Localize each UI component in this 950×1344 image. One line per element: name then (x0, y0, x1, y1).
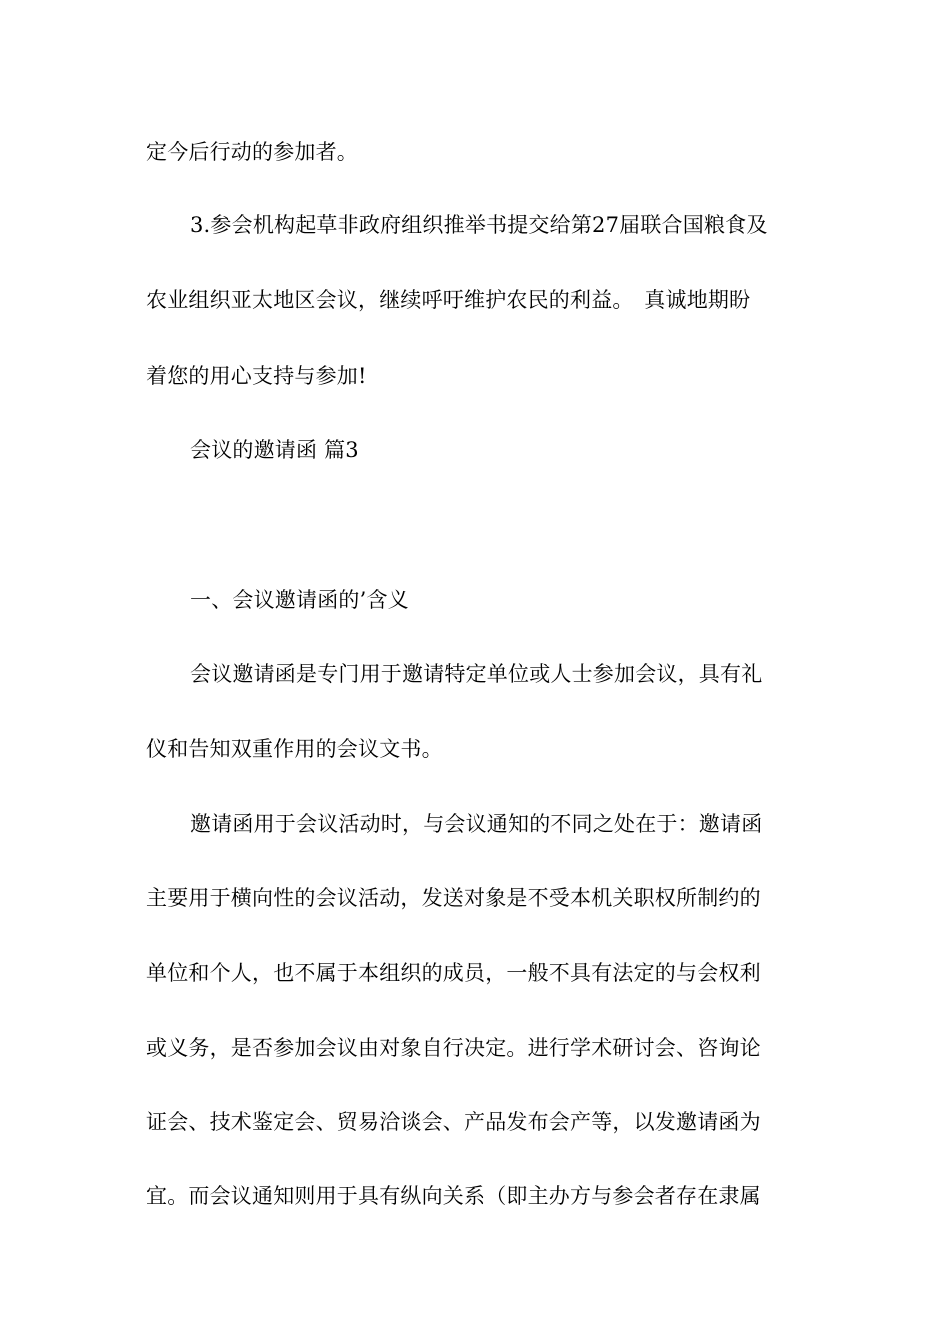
paragraph-line: 宜。而会议通知则用于具有纵向关系（即主办方与参会者存在隶属 (146, 1184, 761, 1208)
paragraph-line: 农业组织亚太地区会议，继续呼吁维护农民的利益。 真诚地期盼 (146, 288, 751, 312)
paragraph-line: 或义务，是否参加会议由对象自行决定。进行学术研讨会、咨询论 (146, 1036, 761, 1060)
paragraph-line: 证会、技术鉴定会、贸易洽谈会、产品发布会产等，以发邀请函为 (146, 1110, 761, 1134)
paragraph-line: 单位和个人，也不属于本组织的成员，一般不具有法定的与会权利 (146, 961, 761, 985)
paragraph-line: 定今后行动的参加者。 (146, 140, 358, 164)
paragraph-line: 着您的用心支持与参加! (146, 364, 367, 388)
paragraph-line: 会议邀请函是专门用于邀请特定单位或人士参加会议，具有礼 (190, 662, 763, 686)
subsection-heading: 一、会议邀请函的’含义 (190, 588, 409, 612)
paragraph-line: 3.参会机构起草非政府组织推举书提交给第27届联合国粮食及 (190, 213, 768, 237)
paragraph-line: 邀请函用于会议活动时，与会议通知的不同之处在于：邀请函 (190, 812, 763, 836)
section-heading: 会议的邀请函 篇3 (190, 438, 359, 462)
paragraph-line: 主要用于横向性的会议活动，发送对象是不受本机关职权所制约的 (146, 886, 761, 910)
paragraph-line: 仪和告知双重作用的会议文书。 (146, 737, 443, 761)
